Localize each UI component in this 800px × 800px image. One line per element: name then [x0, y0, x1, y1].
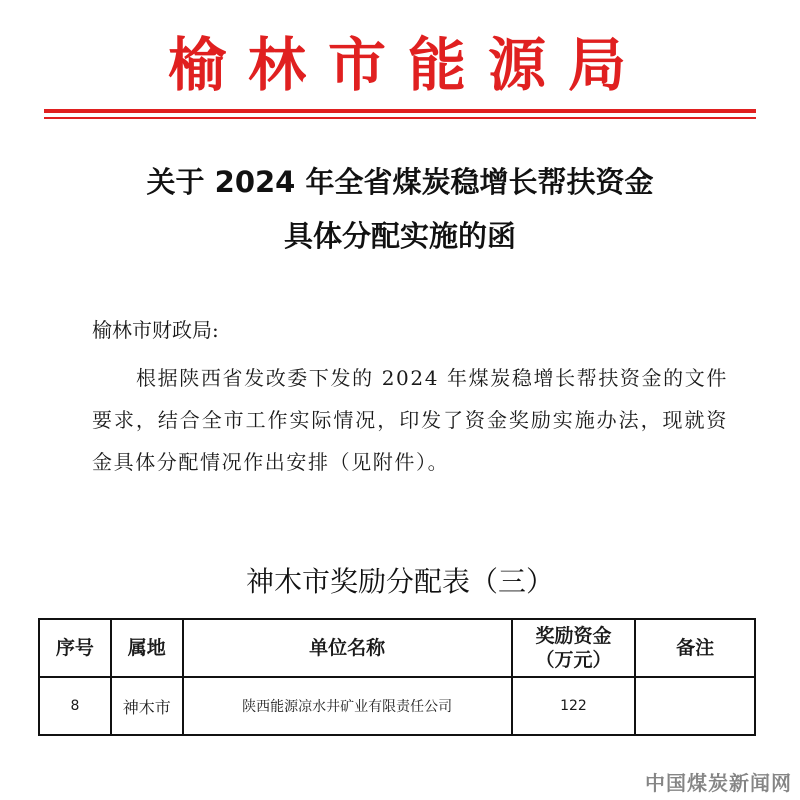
letterhead-title: 榆林市能源局: [167, 31, 648, 99]
header-amount-line1: 奖励资金: [535, 625, 612, 647]
table-title: 神木市奖励分配表（三）: [245, 565, 554, 598]
header-amount-line2: （万元）: [535, 649, 612, 671]
cell-unit: 陕西能源凉水井矿业有限责任公司: [183, 677, 512, 735]
addressee: 榆林市财政局:: [92, 318, 219, 342]
body-paragraph: 根据陕西省发改委下发的 2024 年煤炭稳增长帮扶资金的文件要求，结合全市工作实际情况，印发了资金奖励实施办法，现就资金具体分配情况作出安排（见附件）。: [92, 366, 728, 474]
cell-seq: 8: [39, 677, 111, 735]
cell-amount: 122: [512, 677, 636, 735]
letterhead-rule-thin: [44, 117, 756, 119]
header-amount: [512, 619, 636, 677]
table-row: [39, 677, 755, 735]
header-region: 属地: [111, 619, 183, 677]
allocation-table: [38, 618, 756, 736]
letterhead-rule-thick: [44, 109, 756, 113]
document-title-line2: 具体分配实施的函: [283, 219, 516, 253]
header-remarks: 备注: [635, 619, 755, 677]
document-title-line1: 关于 2024 年全省煤炭稳增长帮扶资金: [146, 165, 654, 199]
header-unit: 单位名称: [183, 619, 512, 677]
cell-region: 神木市: [111, 677, 183, 735]
header-seq: 序号: [39, 619, 111, 677]
cell-remarks: [635, 677, 755, 735]
site-watermark: 中国煤炭新闻网: [645, 771, 792, 795]
table-header-row: [39, 619, 755, 677]
